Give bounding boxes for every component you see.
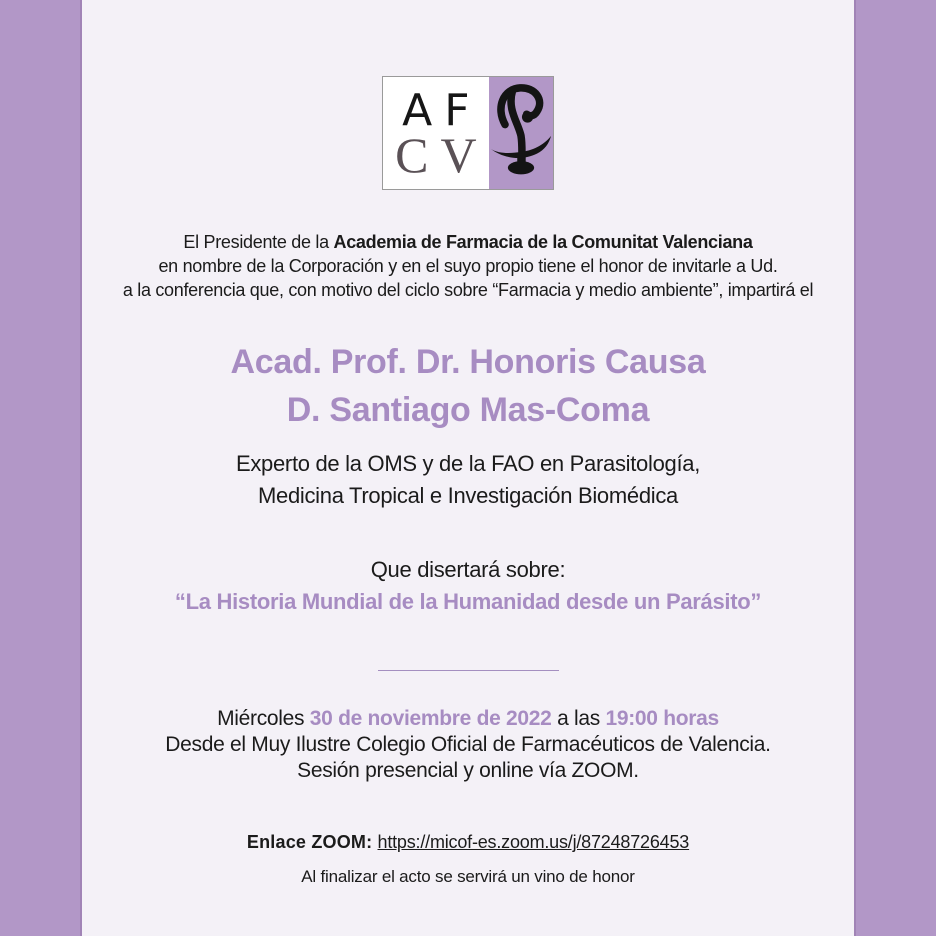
event-datetime-line: [82, 706, 854, 732]
intro-line1-normal: El Presidente de la: [183, 232, 334, 252]
afcv-logo: [382, 76, 554, 190]
divider-rule: [378, 670, 559, 671]
zoom-link-row: [82, 830, 854, 854]
event-session-mode: Sesión presencial y online vía ZOOM.: [297, 759, 639, 782]
logo-letters-af: AF: [402, 85, 482, 136]
speaker-credentials: [82, 448, 854, 512]
speaker-subtitle-line2: Medicina Tropical e Investigación Biomédica: [258, 483, 678, 508]
speaker-name-heading: [82, 338, 854, 434]
event-details: [82, 706, 854, 784]
intro-line-2: en nombre de la Corporación y en el suyo propio tiene el honor de invitarle a Ud.: [158, 256, 778, 276]
left-border-band: [0, 0, 82, 936]
event-venue: Desde el Muy Ilustre Colegio Oficial de Farmacéuticos de Valencia.: [165, 733, 771, 756]
event-time: 19:00 horas: [605, 707, 719, 730]
right-border-band: [854, 0, 936, 936]
intro-line1-bold: Academia de Farmacia de la Comunitat Valenciana: [333, 232, 753, 252]
lecture-lead: Que disertará sobre:: [370, 557, 566, 582]
speaker-subtitle-line1: Experto de la OMS y de la FAO en Parasitología,: [235, 451, 701, 476]
lecture-title: “La Historia Mundial de la Humanidad desde un Parásito”: [174, 589, 762, 614]
intro-line-3: a la conferencia que, con motivo del ciclo sobre “Farmacia y medio ambiente”, impartirá el: [122, 280, 814, 300]
zoom-link-label: Enlace ZOOM:: [246, 832, 378, 852]
bowl-of-hygieia-icon: [489, 77, 553, 189]
footer-note: Al finalizar el acto se servirá un vino de honor: [301, 867, 635, 886]
invitation-body: [82, 0, 854, 936]
afcv-logo-letters: [383, 77, 489, 189]
zoom-link[interactable]: https://micof-es.zoom.us/j/87248726453: [377, 832, 690, 852]
event-connector: a las: [551, 707, 606, 730]
intro-paragraph: [82, 230, 854, 302]
event-date: 30 de noviembre de 2022: [309, 707, 552, 730]
logo-letters-cv: CV: [395, 127, 489, 183]
intro-line-1: [82, 230, 854, 254]
event-day: Miércoles: [217, 707, 310, 730]
speaker-title-line1: Acad. Prof. Dr. Honoris Causa: [230, 343, 706, 381]
speaker-title-line2: D. Santiago Mas-Coma: [286, 391, 650, 429]
